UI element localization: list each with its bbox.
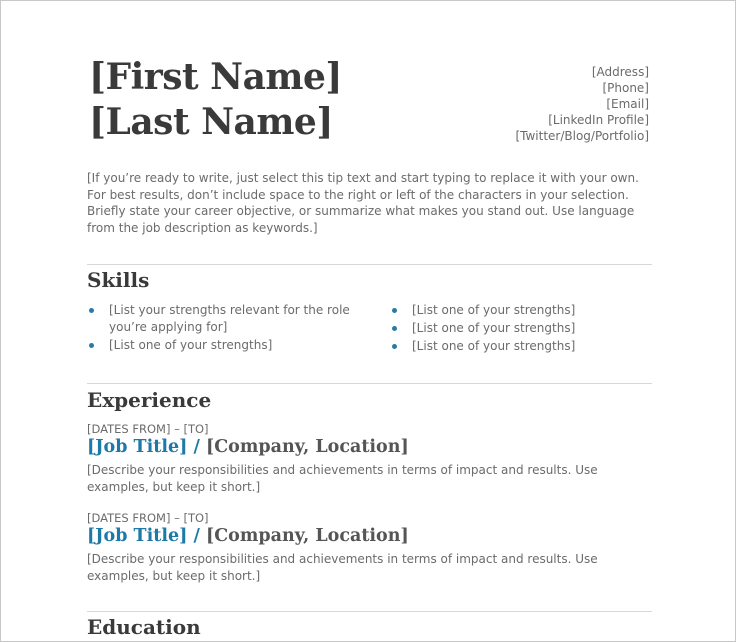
job-title: [Job Title]: [87, 526, 188, 546]
list-item[interactable]: [87, 337, 377, 354]
divider: [87, 611, 652, 612]
skills-right-column: [390, 302, 652, 356]
contact-twitter[interactable]: [Twitter/Blog/Portfolio]: [515, 129, 649, 143]
list-item[interactable]: [390, 320, 652, 337]
job-company: [Company, Location]: [205, 437, 409, 457]
skill-text: [List your strengths relevant for the role you’re applying for]: [109, 303, 350, 334]
contact-phone[interactable]: [Phone]: [602, 81, 649, 95]
bullet-icon: [392, 326, 397, 331]
contact-linkedin[interactable]: [LinkedIn Profile]: [548, 113, 649, 127]
list-item[interactable]: [390, 338, 652, 355]
last-name[interactable]: [Last Name]: [89, 101, 333, 143]
bullet-icon: [89, 308, 94, 313]
job-description[interactable]: [Describe your responsibilities and achievements in terms of impact and results. Use examples, but keep it short.]: [87, 463, 598, 494]
contact-address[interactable]: [Address]: [591, 65, 649, 79]
job-heading[interactable]: [87, 437, 409, 457]
contact-email[interactable]: [Email]: [606, 97, 649, 111]
skill-text: [List one of your strengths]: [412, 303, 576, 317]
bullet-icon: [392, 344, 397, 349]
first-name[interactable]: [First Name]: [89, 56, 342, 98]
job-company: [Company, Location]: [205, 526, 409, 546]
experience-heading[interactable]: Experience: [87, 388, 212, 412]
job-heading[interactable]: [87, 526, 409, 546]
job-separator: /: [187, 437, 206, 457]
list-item[interactable]: [390, 302, 652, 319]
name-block: [89, 55, 342, 145]
contact-block: [515, 64, 649, 144]
education-heading[interactable]: Education: [87, 615, 201, 639]
divider: [87, 264, 652, 265]
divider: [87, 383, 652, 384]
skill-text: [List one of your strengths]: [109, 338, 273, 352]
bullet-icon: [392, 308, 397, 313]
skills-left-column: [87, 302, 377, 355]
skill-text: [List one of your strengths]: [412, 339, 576, 353]
job-dates[interactable]: [DATES FROM] – [TO]: [87, 422, 209, 436]
job-title: [Job Title]: [87, 437, 188, 457]
skills-heading[interactable]: Skills: [87, 268, 150, 292]
bullet-icon: [89, 343, 94, 348]
job-description[interactable]: [Describe your responsibilities and achievements in terms of impact and results. Use examples, but keep it short.]: [87, 552, 598, 583]
job-dates[interactable]: [DATES FROM] – [TO]: [87, 511, 209, 525]
list-item[interactable]: [87, 302, 377, 336]
job-separator: /: [187, 526, 206, 546]
objective-text[interactable]: [If you’re ready to write, just select this tip text and start typing to replace it with your own. For best results, don’t include space to the right or left of the characters in your selection. Briefly state your career objective, or summarize what makes you stand out. Use language from the job description as keywords.]: [87, 171, 639, 235]
skill-text: [List one of your strengths]: [412, 321, 576, 335]
